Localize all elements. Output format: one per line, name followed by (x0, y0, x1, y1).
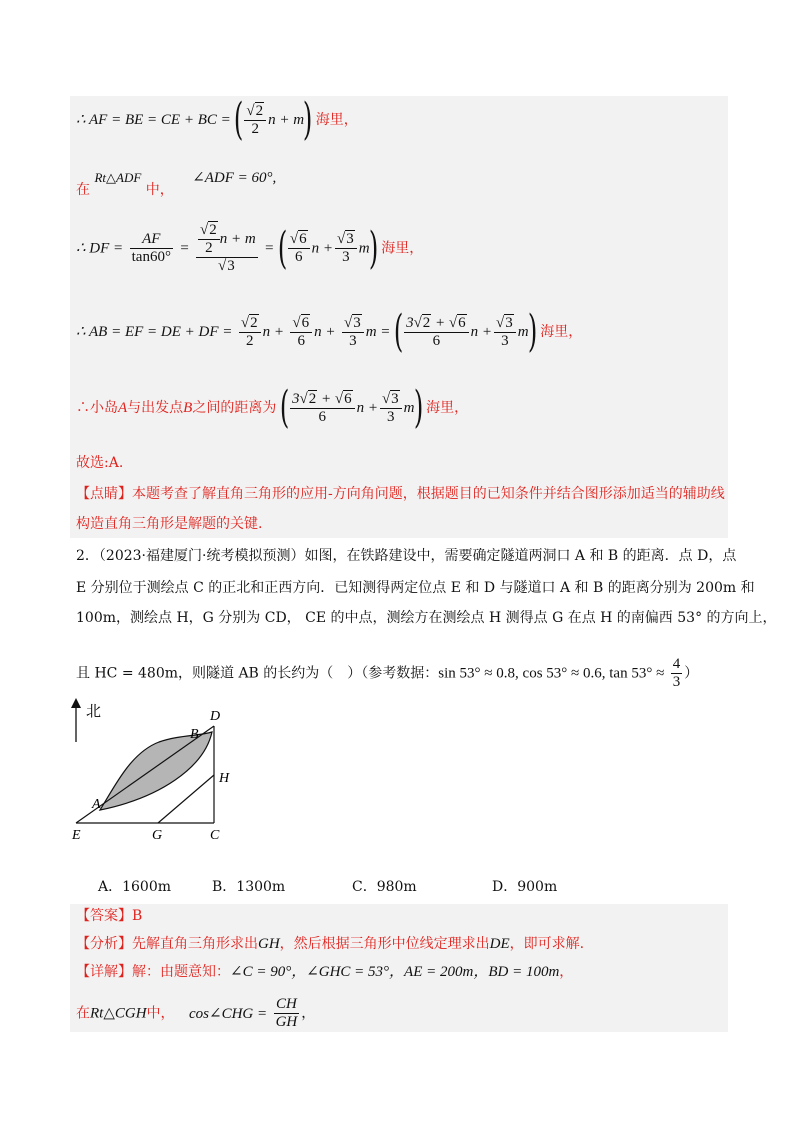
comment-line-2: 构造直角三角形是解题的关键. (76, 516, 263, 532)
question-line-4: 且 HC = 480m，则隧道 AB 的长约为（ ）（参考数据：sin 53° ≈ 0.8, cos 53° ≈ 0.6, tan 53° ≈ $\frac{4}{3}$ ） (76, 656, 699, 690)
detail-line-2: 在Rt△CGH中， cos∠CHG = $\frac{CH}{GH}$ ， (76, 996, 316, 1030)
option-b[interactable]: B．1300m (212, 879, 286, 895)
solution-line-1: ∴ AF = BE = CE + BC = ( $\frac{√2}{2}$ n + m) 海里， (76, 94, 358, 145)
north-label: 北 (86, 702, 102, 720)
unit-haili: 海里， (381, 240, 424, 257)
choice-text: 故选:A. (76, 455, 124, 471)
question-line-1: 2．（2023·福建厦门·统考模拟预测）如图，在铁路建设中，需要确定隧道两洞口 A 和 B 的距离．点 D，点 (76, 548, 737, 564)
solution-line-3: ∴ DF = $\frac{AF}{\tan 60^\circ}$ = $\frac{√2}{2}$ n + m √3 = ( $\frac{√6}{6}$ n + $\frac{√3}{3}$ m) 海里， (76, 222, 424, 274)
solution-line-5: ∴小岛A与出发点B之间的距离为 ( $\frac{3√2 + √6}{6}$ n + $\frac{√3}{3}$ m) 海里， (76, 382, 469, 433)
comment-line-1: 【点睛】本题考查了解直角三角形的应用-方向角问题，根据题目的已知条件并结合图形添加适当的辅助线 (76, 486, 725, 502)
tunnel-diagram (64, 698, 254, 848)
solution-line-2: 在 Rt△ADF 中， ∠ADF = 60°, (76, 170, 277, 198)
unit-haili: 海里， (540, 324, 583, 340)
question-line-2: E 分别位于测绘点 C 的正北和正西方向．已知测得两定位点 E 和 D 与隧道口 A 和 B 的距离分别为 200m 和 (76, 580, 755, 596)
option-d[interactable]: D．900m (492, 879, 558, 895)
label-d: D (210, 709, 221, 724)
question-line-3: 100m，测绘点 H，G 分别为 CD， CE 的中点，测绘方在测绘点 H 测得点 G 在点 H 的南偏西 53° 的方向上， (76, 610, 777, 626)
label-g: G (152, 828, 163, 843)
north-arrow-icon (71, 698, 81, 742)
unit-haili: 海里， (315, 112, 358, 128)
answer-line: 【答案】B (76, 908, 143, 924)
option-a[interactable]: A．1600m (98, 879, 172, 895)
detail-line: 【详解】解：由题意知：∠C = 90°，∠GHC = 53°，AE = 200m，BD = 100m， (76, 964, 574, 980)
label-c: C (210, 828, 220, 843)
label-e: E (72, 828, 81, 843)
option-c[interactable]: C．980m (352, 879, 417, 895)
label-a: A (92, 797, 101, 812)
label-b: B (190, 727, 199, 742)
analysis-line: 【分析】先解直角三角形求出GH，然后根据三角形中位线定理求出DE，即可求解. (76, 936, 585, 952)
tunnel-shape (100, 732, 212, 810)
solution-line-4: ∴ AB = EF = DE + DF = $\frac{√2}{2}$ n + $\frac{√6}{6}$ n + $\frac{√3}{3}$ m = ( $\frac{3√2 + √6}{6}$ n + $\frac{√3}{3}$ m) 海里， (76, 306, 583, 357)
label-h: H (219, 771, 230, 786)
